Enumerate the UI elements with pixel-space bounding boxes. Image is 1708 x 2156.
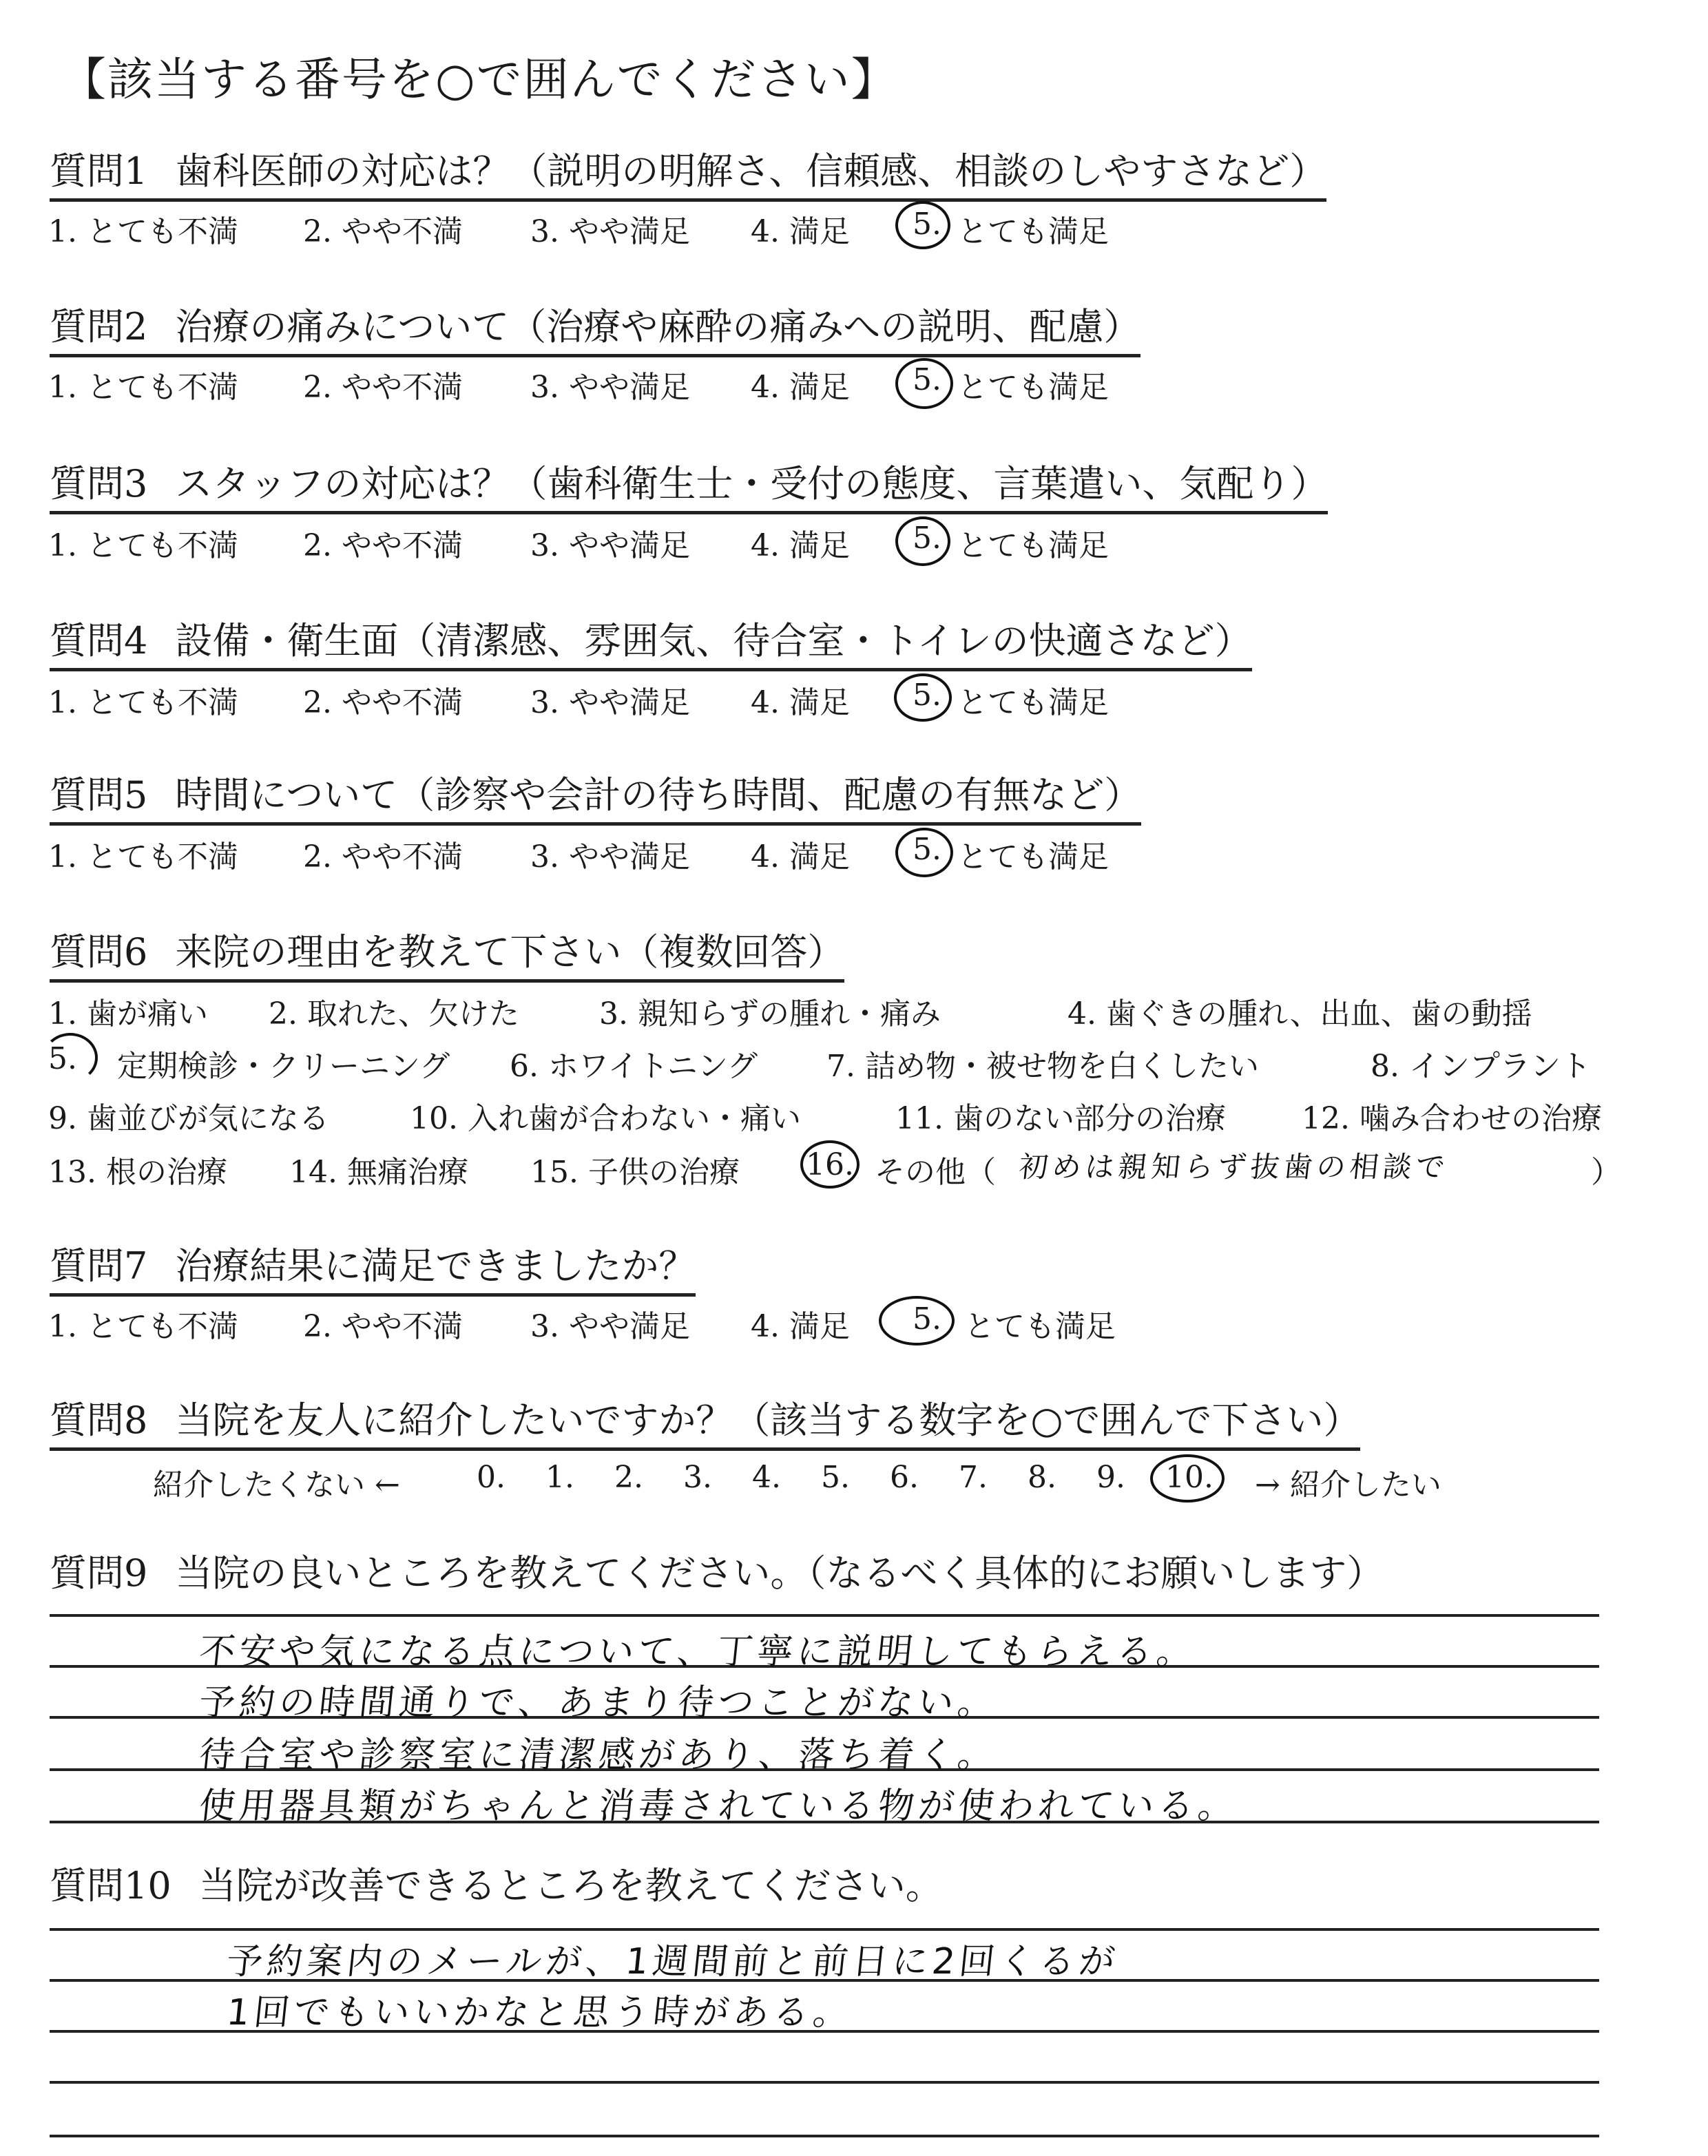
question-4-text: 設備・衛生面（清潔感、雰囲気、待合室・トイレの快適さなど） <box>175 619 1252 662</box>
q8-number-8[interactable]: 8. <box>1028 1460 1056 1495</box>
q5-selection-circle <box>895 828 953 877</box>
q6-option-16[interactable]: 16. <box>806 1147 854 1182</box>
q6-option-10[interactable]: 10. 入れ歯が合わない・痛い <box>410 1101 801 1136</box>
q9-answer-4[interactable]: 使用器具類がちゃんと消毒されている物が使われている。 <box>197 1786 1240 1827</box>
q1-option-1[interactable]: 1. とても不満 <box>48 214 238 249</box>
q5-option-1[interactable]: 1. とても不満 <box>48 839 238 875</box>
q6-option-2[interactable]: 2. 取れた、欠けた <box>269 996 519 1032</box>
q10-answer-line-1 <box>50 1928 1599 1931</box>
question-3-text: スタッフの対応は？（歯科衛生士・受付の態度、言葉遣い、気配り） <box>175 462 1329 505</box>
q4-option-5[interactable]: 5. <box>913 678 941 713</box>
q6-option-12[interactable]: 12. 噛み合わせの治療 <box>1302 1101 1602 1136</box>
question-1-heading <box>50 149 1327 202</box>
q6-option-7[interactable]: 7. 詰め物・被せ物を白くしたい <box>826 1049 1259 1084</box>
q6-option-5[interactable]: 5. <box>48 1041 77 1076</box>
q8-number-0[interactable]: 0. <box>477 1460 506 1495</box>
question-6-label: 質問6 <box>50 930 148 974</box>
q9-answer-2[interactable]: 予約の時間通りで、あまり待つことがない。 <box>197 1682 1000 1724</box>
question-2-heading <box>50 305 1141 357</box>
question-4-label: 質問4 <box>50 619 148 662</box>
q4-option-2[interactable]: 2. やや不満 <box>303 685 463 720</box>
q6-option-3[interactable]: 3. 親知らずの腫れ・痛み <box>599 996 941 1032</box>
q8-left-label: 紹介したくない ← <box>153 1467 400 1503</box>
q4-option-4[interactable]: 4. 満足 <box>751 685 850 720</box>
q6-other-answer[interactable]: 初めは親知らず抜歯の相談で <box>1017 1150 1451 1184</box>
q9-answer-1[interactable]: 不安や気になる点について、丁寧に説明してもらえる。 <box>197 1631 1199 1673</box>
question-2-label: 質問2 <box>50 305 148 348</box>
q6-option-5-label: 定期検診・クリーニング <box>117 1049 450 1084</box>
question-7-heading <box>50 1244 696 1297</box>
q6-option-11[interactable]: 11. 歯のない部分の治療 <box>895 1101 1226 1136</box>
question-8-heading <box>50 1399 1361 1451</box>
question-10-text: 当院が改善できるところを教えてください。 <box>198 1864 943 1907</box>
q6-selection-circle-5 <box>43 1033 98 1082</box>
q3-option-5-label: とても満足 <box>957 528 1109 563</box>
q3-option-1[interactable]: 1. とても不満 <box>48 528 238 563</box>
q10-answer-line-4 <box>50 2081 1599 2084</box>
q7-option-2[interactable]: 2. やや不満 <box>303 1309 463 1344</box>
q5-option-5-label: とても満足 <box>957 839 1109 875</box>
q6-selection-circle-16 <box>800 1140 860 1189</box>
q6-option-6[interactable]: 6. ホワイトニング <box>510 1049 758 1084</box>
q6-option-9[interactable]: 9. 歯並びが気になる <box>48 1101 329 1136</box>
q1-option-2[interactable]: 2. やや不満 <box>303 214 463 249</box>
q7-option-5-label: とても満足 <box>964 1309 1116 1344</box>
q7-selection-circle <box>879 1296 955 1346</box>
q2-option-5-label: とても満足 <box>957 370 1109 405</box>
q6-option-8[interactable]: 8. インプラント <box>1371 1049 1591 1084</box>
q8-number-7[interactable]: 7. <box>959 1460 988 1495</box>
q6-other-close-paren: ） <box>1591 1155 1621 1190</box>
q6-option-4[interactable]: 4. 歯ぐきの腫れ、出血、歯の動揺 <box>1068 996 1532 1032</box>
q6-option-1[interactable]: 1. 歯が痛い <box>48 996 208 1032</box>
question-9-text: 当院の良いところを教えてください。（なるべく具体的にお願いします） <box>175 1551 1384 1595</box>
q8-number-6[interactable]: 6. <box>890 1460 919 1495</box>
q8-number-10[interactable]: 10. <box>1165 1460 1214 1495</box>
question-5-label: 質問5 <box>50 773 148 817</box>
q7-option-3[interactable]: 3. やや満足 <box>530 1309 690 1344</box>
q8-number-3[interactable]: 3. <box>683 1460 712 1495</box>
q2-selection-circle <box>895 358 953 409</box>
question-1-text: 歯科医師の対応は？（説明の明解さ、信頼感、相談のしやすさなど） <box>175 149 1327 193</box>
q9-answer-3[interactable]: 待合室や診察室に清潔感があり、落ち着く。 <box>197 1735 1000 1776</box>
question-2-text: 治療の痛みについて（治療や麻酔の痛みへの説明、配慮） <box>175 305 1141 348</box>
question-3-heading <box>50 462 1329 514</box>
q8-selection-circle <box>1150 1454 1225 1503</box>
q2-option-3[interactable]: 3. やや満足 <box>530 370 690 405</box>
q8-number-9[interactable]: 9. <box>1096 1460 1125 1495</box>
q10-answer-1[interactable]: 予約案内のメールが、1週間前と前日に2回くるが <box>225 1941 1121 1982</box>
q2-option-1[interactable]: 1. とても不満 <box>48 370 238 405</box>
question-6-text: 来院の理由を教えて下さい（複数回答） <box>175 930 845 974</box>
q10-answer-line-5 <box>50 2135 1599 2137</box>
question-3-label: 質問3 <box>50 462 148 505</box>
q4-option-5-label: とても満足 <box>957 685 1109 720</box>
question-10-label: 質問10 <box>50 1864 171 1907</box>
q5-option-3[interactable]: 3. やや満足 <box>530 839 690 875</box>
q8-number-1[interactable]: 1. <box>545 1460 574 1495</box>
q6-option-16-label: その他（ <box>875 1155 996 1190</box>
question-7-label: 質問7 <box>50 1244 148 1288</box>
q4-option-1[interactable]: 1. とても不満 <box>48 685 238 720</box>
q8-right-label: → 紹介したい <box>1255 1467 1441 1503</box>
q9-answer-line-1 <box>50 1614 1599 1617</box>
q5-option-2[interactable]: 2. やや不満 <box>303 839 463 875</box>
q1-selection-circle <box>895 201 950 249</box>
q3-option-4[interactable]: 4. 満足 <box>751 528 850 563</box>
q7-option-5[interactable]: 5. <box>913 1301 941 1337</box>
q2-option-2[interactable]: 2. やや不満 <box>303 370 463 405</box>
q2-option-5[interactable]: 5. <box>913 362 941 397</box>
q3-option-2[interactable]: 2. やや不満 <box>303 528 463 563</box>
q6-option-15[interactable]: 15. 子供の治療 <box>530 1155 740 1190</box>
q5-option-5[interactable]: 5. <box>913 832 941 867</box>
q8-number-4[interactable]: 4. <box>752 1460 781 1495</box>
q10-answer-2[interactable]: 1回でもいいかなと思う時がある。 <box>225 1992 855 2033</box>
question-5-text: 時間について（診察や会計の待ち時間、配慮の有無など） <box>175 773 1142 817</box>
question-5-heading <box>50 773 1142 826</box>
q8-number-5[interactable]: 5. <box>821 1460 850 1495</box>
q1-option-3[interactable]: 3. やや満足 <box>530 214 690 249</box>
question-7-text: 治療結果に満足できましたか？ <box>175 1244 696 1288</box>
q7-option-1[interactable]: 1. とても不満 <box>48 1309 238 1344</box>
question-4-heading <box>50 619 1252 671</box>
q6-option-14[interactable]: 14. 無痛治療 <box>289 1155 468 1190</box>
q3-option-3[interactable]: 3. やや満足 <box>530 528 690 563</box>
question-1-label: 質問1 <box>50 149 148 193</box>
q3-selection-circle <box>895 516 950 566</box>
question-9-heading <box>50 1551 1384 1600</box>
q1-option-4[interactable]: 4. 満足 <box>751 214 850 249</box>
q6-option-13[interactable]: 13. 根の治療 <box>48 1155 227 1190</box>
q2-option-4[interactable]: 4. 満足 <box>751 370 850 405</box>
q7-option-4[interactable]: 4. 満足 <box>751 1309 850 1344</box>
q4-option-3[interactable]: 3. やや満足 <box>530 685 690 720</box>
question-8-text: 当院を友人に紹介したいですか？（該当する数字を○で囲んで下さい） <box>175 1399 1361 1442</box>
question-8-label: 質問8 <box>50 1399 148 1442</box>
q4-selection-circle <box>894 673 952 722</box>
q1-option-5[interactable]: 5. <box>913 207 941 242</box>
question-10-heading <box>50 1864 943 1913</box>
q8-number-2[interactable]: 2. <box>614 1460 643 1495</box>
q1-option-5-label: とても満足 <box>957 214 1109 249</box>
question-9-label: 質問9 <box>50 1551 148 1595</box>
q5-option-4[interactable]: 4. 満足 <box>751 839 850 875</box>
question-6-heading <box>50 930 845 983</box>
page-title: 【該当する番号を○で囲んでください】 <box>61 53 898 106</box>
q3-option-5[interactable]: 5. <box>913 521 941 556</box>
